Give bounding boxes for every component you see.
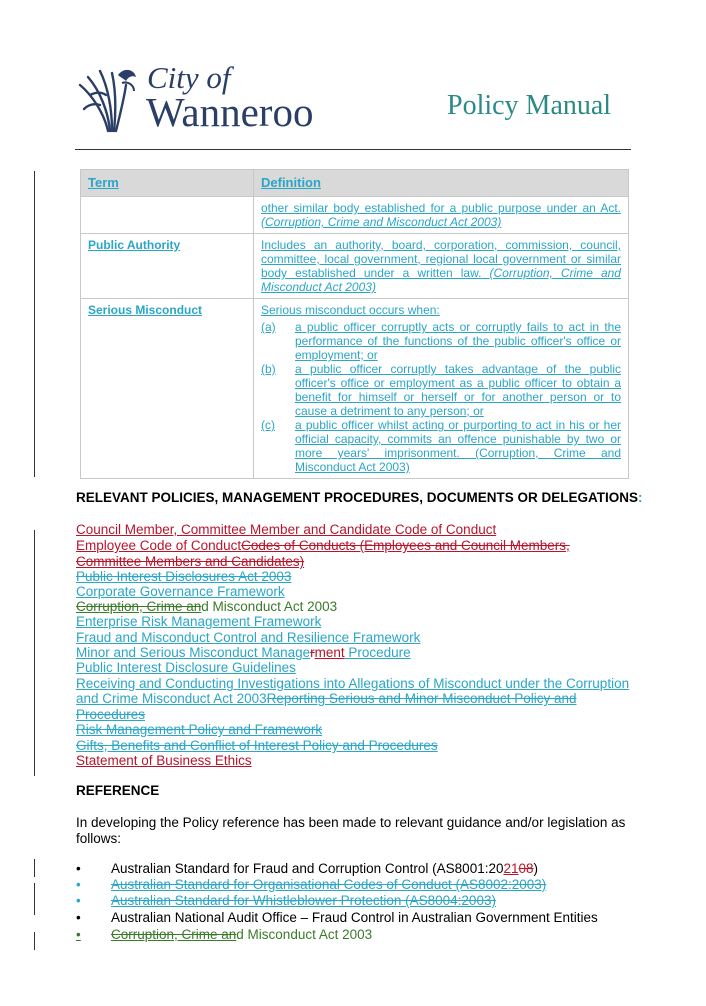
column-header-term: Term [81, 170, 254, 197]
deleted-text: Gifts, Benefits and Conflict of Interest Policy and Procedures [76, 738, 438, 753]
logo-wanneroo-text: Wanneroo [146, 89, 314, 135]
bullet-icon: • [76, 927, 81, 942]
definition-citation: (Corruption, Crime and Misconduct Act 2003) [261, 266, 621, 294]
deleted-text: Corruption, Crime an [111, 927, 237, 942]
policy-link-council-code[interactable]: Council Member, Committee Member and Candidate Code of Conduct [76, 522, 497, 537]
definitions-table [80, 169, 629, 479]
deleted-policy-pid-act: Public Interest Disclosures Act 2003 [76, 569, 292, 584]
list-item-label: (c) [261, 418, 275, 432]
list-item-text: a public officer corruptly acts or corruptly fails to act in the performance of the functions of the public officer's office or employment; or [295, 320, 621, 362]
list-item-text: a public officer corruptly takes advantage of the public officer's office or employment as a public officer to obtain a benefit for himself or herself or for another person or to cause a detriment to any person; or [295, 362, 621, 418]
list-item-text: a public officer whilst acting or purporting to act in his or her official capacity, commits an offence punishable by two or more years' imprisonment. (Corruption, Crime and Misconduct Act 2003) [295, 418, 621, 474]
definition-citation: (Corruption, Crime and Misconduct Act 2003) [261, 215, 502, 229]
reference-paragraph: In developing the Policy reference has been made to relevant guidance and/or legislation as follows: [76, 815, 626, 846]
inserted-text: ment [314, 645, 345, 660]
table-header-row [81, 170, 629, 197]
reference-text: Australian Standard for Fraud and Corruption Control (AS8001:20 [111, 861, 504, 876]
reference-heading: REFERENCE [76, 783, 160, 798]
definition-intro: Serious misconduct occurs when: [261, 303, 440, 317]
list-item [261, 418, 621, 474]
logo-city-of-text: City of [147, 60, 231, 95]
policy-ccm-act-text: d Misconduct Act 2003 [201, 599, 338, 614]
table-row [81, 197, 629, 234]
reference-item-deleted [76, 893, 496, 908]
city-logo-icon [78, 65, 140, 133]
policy-link-investigations-cont[interactable]: and Crime Misconduct Act 2003 [76, 691, 267, 706]
change-bar [34, 171, 35, 477]
bullet-icon: • [76, 877, 81, 892]
definition-text: other similar body established for a public purpose under an Act. [261, 201, 621, 215]
list-item-label: (b) [261, 362, 276, 376]
definition-cell [254, 299, 629, 479]
term-serious-misconduct: Serious Misconduct [81, 299, 254, 479]
reference-item-deleted [76, 877, 546, 892]
table-row [81, 234, 629, 299]
definition-text: Includes an authority, board, corporation, commission, council, committee, local government, regional local government or similar body established under a written law. [261, 238, 621, 280]
deleted-text: Reporting Serious and Minor Misconduct Policy and [266, 691, 577, 706]
definition-cell [254, 234, 629, 299]
policy-link-employee-code[interactable]: Employee Code of Conduct [76, 538, 242, 553]
reference-item [76, 861, 538, 876]
list-item [261, 320, 621, 362]
deleted-text: Risk Management Policy and Framework [76, 722, 323, 737]
bullet-icon: • [76, 893, 81, 908]
deleted-text: r [310, 645, 315, 660]
heading-text: RELEVANT POLICIES, MANAGEMENT PROCEDURES, DOCUMENTS OR DELEGATIONS [76, 490, 639, 505]
change-bar [34, 932, 35, 950]
policy-link-governance-framework[interactable]: Corporate Governance Framework [76, 584, 285, 599]
header-divider [75, 149, 631, 150]
policy-link-pid-guidelines[interactable]: Public Interest Disclosure Guidelines [76, 660, 296, 675]
policy-link-investigations[interactable]: Receiving and Conducting Investigations into Allegations of Misconduct under the Corruption [76, 676, 630, 691]
policy-link-fraud-framework[interactable]: Fraud and Misconduct Control and Resilience Framework [76, 630, 421, 645]
reference-text: d Misconduct Act 2003 [236, 927, 373, 942]
policy-line-investigations-cont [76, 691, 577, 707]
policy-link-procedure-suffix[interactable]: Procedure [344, 645, 411, 660]
reference-text: Australian National Audit Office – Fraud Control in Australian Government Entities [111, 910, 598, 925]
deleted-text: Committee Members and Candidates) [76, 554, 305, 569]
list-item [261, 362, 621, 418]
relevant-policies-heading [76, 490, 643, 505]
policy-line-ccm-act [76, 599, 337, 615]
change-bar [34, 883, 35, 915]
deleted-text: Australian Standard for Whistleblower Protection (AS8004:2003) [111, 893, 496, 908]
reference-text-end: ) [533, 861, 539, 876]
page-title: Policy Manual [447, 90, 612, 121]
reference-item [76, 910, 598, 925]
heading-colon: : [638, 490, 643, 505]
deleted-text: Corruption, Crime an [76, 599, 202, 614]
deleted-text: Australian Standard for Organisational Codes of Conduct (AS8002:2003) [111, 877, 547, 892]
table-row [81, 299, 629, 479]
column-header-definition: Definition [254, 170, 629, 197]
deleted-text: 08 [518, 861, 534, 876]
policy-link-risk-framework[interactable]: Enterprise Risk Management Framework [76, 614, 322, 629]
term-public-authority: Public Authority [81, 234, 254, 299]
change-bar [34, 859, 35, 877]
change-bar [34, 530, 35, 776]
term-cell-empty [81, 197, 254, 234]
definition-cell [254, 197, 629, 234]
bullet-icon: • [76, 910, 81, 925]
policy-line-misconduct-procedure [76, 645, 411, 661]
inserted-text: 21 [503, 861, 519, 876]
reference-item [76, 927, 372, 942]
deleted-text: Procedures [76, 707, 146, 722]
list-item-label: (a) [261, 320, 276, 334]
deleted-text: Codes of Conducts (Employees and Council Members, [241, 538, 570, 553]
policy-link-misconduct-procedure[interactable]: Minor and Serious Misconduct Manage [76, 645, 311, 660]
policy-line-employee-code [76, 538, 570, 554]
bullet-icon: • [76, 861, 81, 876]
policy-link-business-ethics[interactable]: Statement of Business Ethics [76, 753, 252, 768]
